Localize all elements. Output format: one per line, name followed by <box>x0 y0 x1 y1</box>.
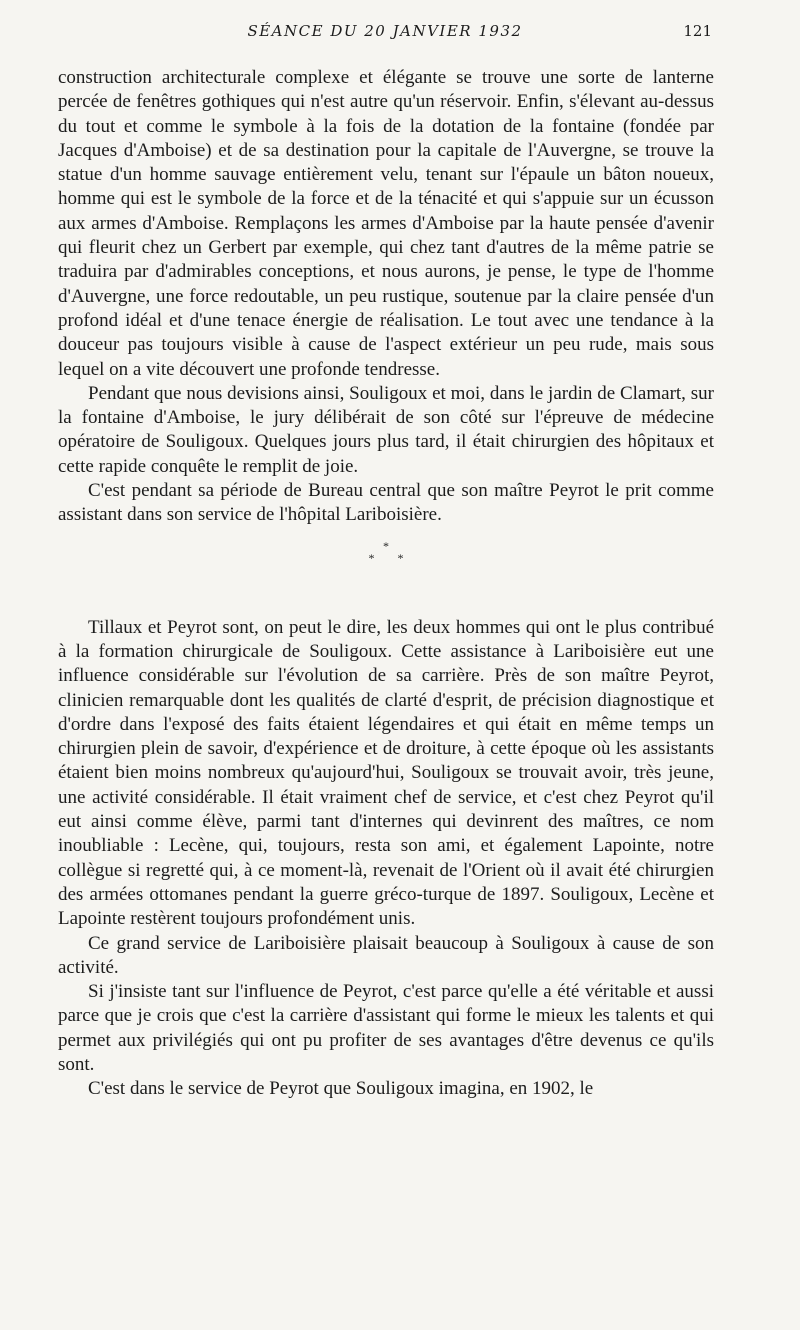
section-asterism <box>58 528 714 616</box>
page-number: 121 <box>683 22 712 40</box>
paragraph-2: Pendant que nous devisions ainsi, Souligoux et moi, dans le jardin de Clamart, sur la fontaine d'Amboise, le jury délibérait de son côté sur l'épreuve de médecine opératoire de Souligoux. Quelques jours plus tard, il était chirurgien des hôpitaux et cette rapide conquête le remplit de joie. <box>58 382 714 477</box>
paragraph-5: Ce grand service de Lariboisière plaisait beaucoup à Souligoux à cause de son activité. <box>58 932 714 978</box>
paragraph-7: C'est dans le service de Peyrot que Souligoux imagina, en 1902, le <box>88 1078 594 1100</box>
paragraph-1: construction architecturale complexe et élégante se trouve une sorte de lanterne percée de fenêtres gothiques qui n'est autre qu'un réservoir. Enfin, s'élevant au-dessus du tout et comme le symbole à la fois de la dotation de la fontaine (fondée par Jacques d'Amboise) et de sa destination pour la capitale de l'Auvergne, se trouve la statue d'un homme sauvage entièrement velu, tenant sur l'épaule un bâton noueux, homme qui est le symbole de la force et de la ténacité et qui s'appuie sur un écusson aux armes d'Amboise. Remplaçons les armes d'Amboise par la haute pensée d'avenir qui fleurit chez un Gerbert par exemple, qui chez tant d'autres de la même patrie se traduira par d'admirables conceptions, et nous aurons, je pense, le type de l'homme d'Auvergne, une force redoutable, un peu rustique, soutenue par la claire pensée d'un profond idéal et d'une tenace énergie de réalisation. Le tout avec une tendance à la douceur pas toujours visible à cause de l'aspect extérieur un peu rude, mais sous lequel on a vite découvert une profonde tendresse. <box>58 67 714 380</box>
running-title: SÉANCE DU 20 JANVIER 1932 <box>247 22 523 40</box>
running-header <box>58 22 712 44</box>
paragraph-3: C'est pendant sa période de Bureau central que son maître Peyrot le prit comme assistant dans son service de l'hôpital Lariboisière. <box>58 480 714 526</box>
body-text <box>58 66 714 1102</box>
paragraph-4: Tillaux et Peyrot sont, on peut le dire, les deux hommes qui ont le plus contribué à la formation chirurgicale de Souligoux. Cette assistance à Lariboisière eut une influence considérable sur l'évolution de sa carrière. Près de son maître Peyrot, clinicien remarquable dont les qualités de clarté d'esprit, de précision diagnostique et d'ordre dans l'exposé des faits étaient légendaires et qui était en même temps un chirurgien plein de savoir, d'expérience et de droiture, à cette époque où les assistants étaient bien moins nombreux qu'aujourd'hui, Souligoux se trouvait avoir, très jeune, une activité considérable. Il était vraiment chef de service, et c'est chez Peyrot qu'il eut ainsi comme élève, parmi tant d'internes qui devinrent des maîtres, ce nom inoubliable : Lecène, qui, toujours, resta son ami, et également Lapointe, notre collègue si regretté qui, à ce moment-là, revenait de l'Orient où il avait été chirurgien des armées ottomanes pendant la guerre gréco-turque de 1897. Souligoux, Lecène et Lapointe restèrent toujours profondément unis. <box>58 616 714 930</box>
asterism-bottom: * * <box>368 550 414 565</box>
asterism-top: * <box>383 538 389 553</box>
paragraph-6: Si j'insiste tant sur l'influence de Peyrot, c'est parce qu'elle a été véritable et aussi parce que je crois que c'est la carrière d'assistant qui forme le mieux les talents et qui permet aux privilégiés qui ont pu profiter de ses avantages d'être devenus ce qu'ils sont. <box>58 981 714 1075</box>
